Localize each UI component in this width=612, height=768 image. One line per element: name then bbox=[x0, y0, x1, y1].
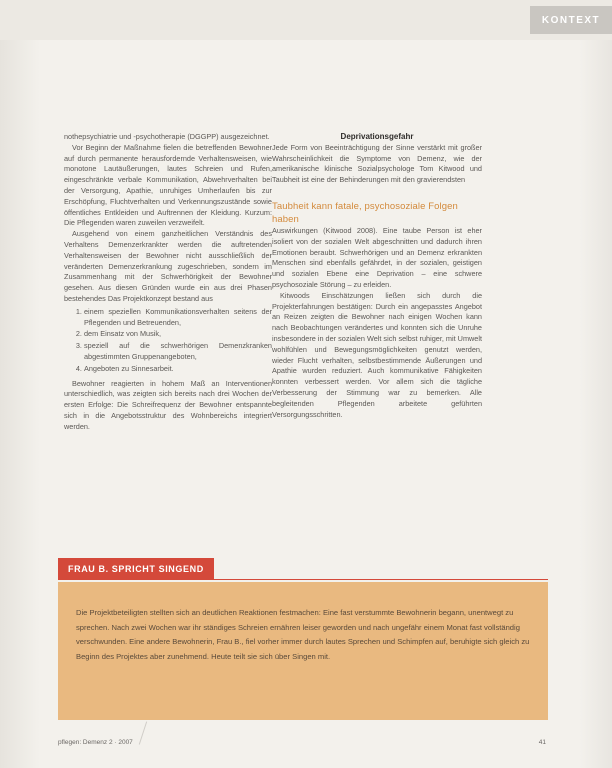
paragraph: Bewohner reagierten in hohem Maß an Interventionen unterschiedlich, was zeigten sich bereits nach drei Wochen der ersten Erfolge: Die Schreifrequenz der Bewohner entspannte sich in die Angebotsstruktur des Wohnbereichs integriert werden. bbox=[64, 378, 272, 431]
right-column bbox=[272, 132, 482, 420]
top-band bbox=[0, 0, 612, 40]
paragraph: Ausgehend von einem ganzheitlichen Verständnis des Verhaltens Demenzerkrankter werden die auftretenden Verhaltensweisen der Bewohner nicht ausschließlich der veränderten Demenzerkrankung zugeschrieben, sondern im Zusammenhang mit der Schwerhörigkeit der Bewohner gesehen. Aus diesen Gründen wurde ein aus drei Phasen bestehendes Das Projektkonzept bestand aus bbox=[64, 229, 272, 303]
list-item: 4. Angeboten zu Sinnesarbeit. bbox=[84, 364, 272, 375]
footer-publication: pflegen: Demenz 2 · 2007 bbox=[58, 739, 133, 746]
pull-quote: Taubheit kann fatale, psychosoziale Folgen haben bbox=[272, 200, 458, 225]
paragraph: Auswirkungen (Kitwood 2008). Eine taube Person ist eher isoliert von der sozialen Welt abgeschnitten und dadurch ihren Emotionen beraubt. Schwerhörigen und an Demenz erkrankten Menschen sind ebenfalls gefährdet, in der sozialen, geistigen und sozialen Ebene eine Deprivation – eine schwere psychosoziale Störung – zu erleiden. bbox=[272, 225, 482, 289]
box-title: FRAU B. SPRICHT SINGEND bbox=[58, 558, 214, 580]
concept-list bbox=[84, 307, 272, 375]
list-item: 2. dem Einsatz von Musik, bbox=[84, 329, 272, 340]
page-number: 41 bbox=[538, 739, 546, 746]
list-item: 3. speziell auf die schwerhörigen Demenzkranken abgestimmten Gruppenangeboten, bbox=[84, 341, 272, 363]
left-column bbox=[64, 132, 272, 433]
paragraph: Jede Form von Beeinträchtigung der Sinne verstärkt mit großer Wahrscheinlichkeit die Symptome von Demenz, wie der amerikanische klinische Sozialpsychologe Tom Kitwood und Taubheit ist eine der Behinderungen mit den gravierendsten bbox=[272, 142, 482, 185]
box-text: Die Projektbeteiligten stellten sich an deutlichen Reaktionen festmachen: Eine fast verstummte Bewohnerin begann, unentwegt zu sprechen. Nach zwei Wochen war ihr ständiges Schreien ernähren leiser geworden und nach ungefähr einem Monat fast vollständig verschwunden. Eine andere Bewohnerin, Frau B., fiel vorher immer durch lautes Sprechen und Schimpfen auf, beruhigte sich gleich zu Beginn des Projektes aber zunehmend. Heute teilt sie sich über Singen mit. bbox=[76, 608, 530, 661]
box-divider bbox=[58, 579, 548, 580]
paragraph: Kitwoods Einschätzungen ließen sich durch die Projekterfahrungen bestätigen: Durch ein angepasstes Angebot an Reizen zeigten die Bewohner nach einigen Wochen kann nach Beobachtungen verändertes und konnten sich die Unruhe insbesondere in der sozialen Welt sich selbst ruhiger, mit Umwelt wohlfühlen und Bewegungsmöglichkeiten genutzt werden, wieder Flucht verhalten, selbstbestimmende Äußerungen und Apathie wurden reduziert. Auch kommunikative Fähigkeiten konnten verbessert werden. Vor allem sich die tägliche Verbesserung der Stimmung war zu bemerken. Alle begleitenden Pflegenden arbeitete geführten Versorgungsschritten. bbox=[272, 290, 482, 419]
section-heading: Deprivationsgefahr bbox=[340, 132, 414, 141]
paragraph: Vor Beginn der Maßnahme fielen die betreffenden Bewohner auf durch permanente herausfordernde Verhaltensweisen, wie monotone Lautäußerungen, lautes Schreien und Rufen, eingeschränkte verbale Kommunikation, Abwehrverhalten bei der Versorgung, Apathie, unruhiges Umherlaufen bis zur Erschöpfung, Fluchtverhalten und Verkennungszustände sowie öffentliches Entkleiden und Auftrennen der Kleidung. Kurzum: Die Pflegenden waren zuweilen verzweifelt. bbox=[64, 142, 272, 228]
list-item: 1. einem speziellen Kommunikationsverhalten seitens der Pflegenden und Betreuenden, bbox=[84, 307, 272, 329]
paragraph: nothepsychiatrie und -psychotherapie (DGGPP) ausgezeichnet. bbox=[64, 132, 270, 141]
section-label-tab: KONTEXT bbox=[530, 6, 612, 34]
info-box bbox=[58, 582, 548, 720]
